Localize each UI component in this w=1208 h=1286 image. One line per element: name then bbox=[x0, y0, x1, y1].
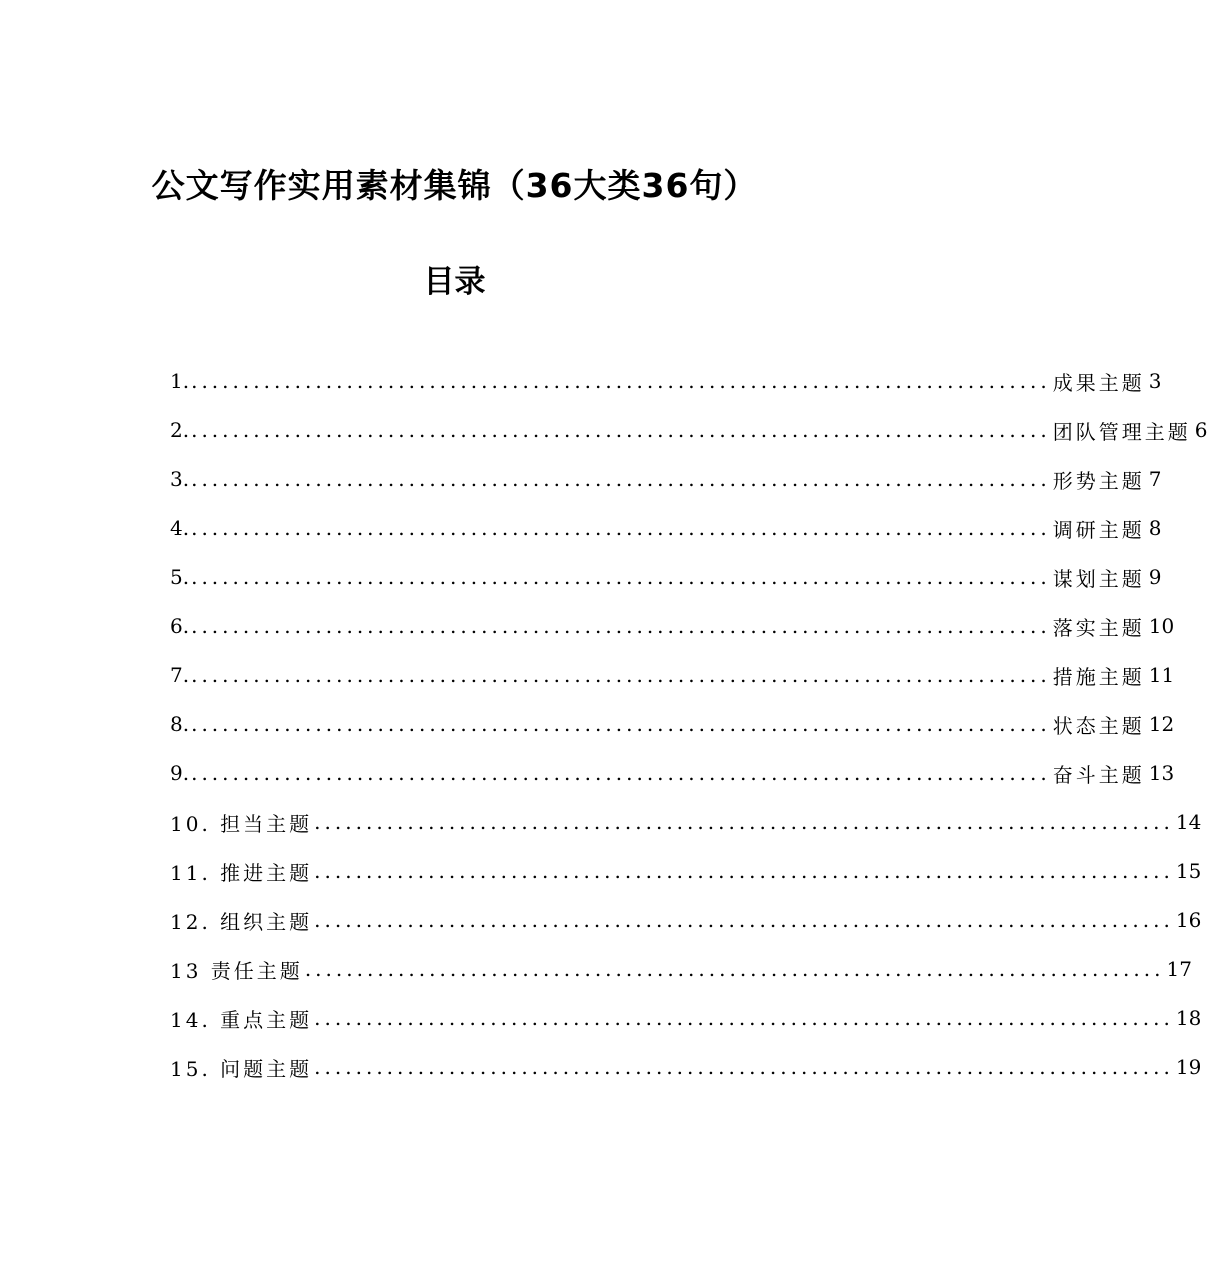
toc-entry-15[interactable] bbox=[170, 1044, 1202, 1090]
toc-entry-number: 3. bbox=[170, 467, 190, 491]
toc-entry-page: 15 bbox=[1175, 859, 1202, 883]
toc-entry-page: 10 bbox=[1148, 614, 1175, 638]
toc-entry-number: 1. bbox=[170, 369, 190, 393]
toc-entry-10[interactable] bbox=[170, 799, 1202, 845]
toc-entry-label: 奋斗主题 bbox=[1052, 762, 1145, 787]
dot-leader: ................................................................................... bbox=[191, 712, 1051, 736]
toc-entry-page: 7 bbox=[1148, 467, 1162, 491]
toc-entry-2[interactable] bbox=[170, 407, 1208, 453]
dot-leader: ................................................................................... bbox=[314, 859, 1174, 883]
toc-entry-number: 7. bbox=[170, 663, 190, 687]
toc-entry-11[interactable] bbox=[170, 848, 1202, 894]
toc-entry-heading: 14. 重点主题 bbox=[170, 1007, 313, 1032]
dot-leader: ................................................................................... bbox=[191, 614, 1051, 638]
dot-leader: ................................................................................... bbox=[314, 908, 1174, 932]
toc-entry-label: 落实主题 bbox=[1052, 615, 1145, 640]
toc-entry-heading: 11. 推进主题 bbox=[170, 860, 313, 885]
toc-entry-page: 17 bbox=[1166, 957, 1192, 981]
dot-leader: ................................................................................... bbox=[191, 565, 1051, 589]
toc-heading: 目录 bbox=[423, 264, 486, 300]
toc-entry-page: 19 bbox=[1175, 1055, 1202, 1079]
toc-entry-label: 团队管理主题 bbox=[1052, 419, 1191, 444]
toc-entry-page: 18 bbox=[1175, 1006, 1202, 1030]
toc-entry-7[interactable] bbox=[170, 652, 1175, 698]
toc-entry-label: 谋划主题 bbox=[1052, 566, 1145, 591]
dot-leader: ................................................................................... bbox=[314, 810, 1174, 834]
toc-entry-3[interactable] bbox=[170, 456, 1162, 502]
toc-entry-heading: 12. 组织主题 bbox=[170, 909, 313, 934]
toc-entry-page: 3 bbox=[1148, 369, 1162, 393]
document-title: 公文写作实用素材集锦（36大类36句） bbox=[151, 166, 758, 205]
toc-entry-number: 4. bbox=[170, 516, 190, 540]
toc-entry-page: 14 bbox=[1175, 810, 1202, 834]
toc-entry-page: 9 bbox=[1148, 565, 1162, 589]
dot-leader: ................................................................................... bbox=[304, 957, 1165, 981]
toc-entry-heading: 10. 担当主题 bbox=[170, 811, 313, 836]
toc-entry-6[interactable] bbox=[170, 603, 1175, 649]
toc-entry-5[interactable] bbox=[170, 554, 1162, 600]
dot-leader: ................................................................................... bbox=[191, 663, 1051, 687]
toc-entry-number: 8. bbox=[170, 712, 190, 736]
toc-entry-14[interactable] bbox=[170, 995, 1202, 1041]
dot-leader: ................................................................................... bbox=[191, 516, 1051, 540]
toc-entry-number: 5. bbox=[170, 565, 190, 589]
toc-entry-8[interactable] bbox=[170, 701, 1175, 747]
toc-entry-label: 形势主题 bbox=[1052, 468, 1145, 493]
toc-entry-label: 状态主题 bbox=[1052, 713, 1145, 738]
dot-leader: ................................................................................... bbox=[314, 1055, 1174, 1079]
toc-entry-4[interactable] bbox=[170, 505, 1162, 551]
toc-entry-label: 调研主题 bbox=[1052, 517, 1145, 542]
toc-entry-page: 16 bbox=[1175, 908, 1202, 932]
dot-leader: ................................................................................... bbox=[191, 418, 1051, 442]
dot-leader: ................................................................................... bbox=[314, 1006, 1174, 1030]
toc-entry-page: 8 bbox=[1148, 516, 1162, 540]
toc-entry-1[interactable] bbox=[170, 358, 1162, 404]
toc-entry-number: 2. bbox=[170, 418, 190, 442]
toc-entry-number: 6. bbox=[170, 614, 190, 638]
dot-leader: ................................................................................... bbox=[191, 369, 1051, 393]
toc-entry-page: 11 bbox=[1148, 663, 1175, 687]
toc-entry-page: 12 bbox=[1148, 712, 1175, 736]
toc-entry-label: 成果主题 bbox=[1052, 370, 1145, 395]
dot-leader: ................................................................................... bbox=[191, 761, 1051, 785]
toc-entry-13[interactable] bbox=[170, 946, 1192, 992]
dot-leader: ................................................................................... bbox=[191, 467, 1051, 491]
toc-entry-9[interactable] bbox=[170, 750, 1175, 796]
toc-entry-heading: 13 责任主题 bbox=[170, 958, 303, 983]
toc-entry-number: 9. bbox=[170, 761, 190, 785]
toc-entry-12[interactable] bbox=[170, 897, 1202, 943]
toc-entry-heading: 15. 问题主题 bbox=[170, 1056, 313, 1081]
toc-entry-page: 6 bbox=[1194, 418, 1208, 442]
toc-entry-page: 13 bbox=[1148, 761, 1175, 785]
toc-entry-label: 措施主题 bbox=[1052, 664, 1145, 689]
